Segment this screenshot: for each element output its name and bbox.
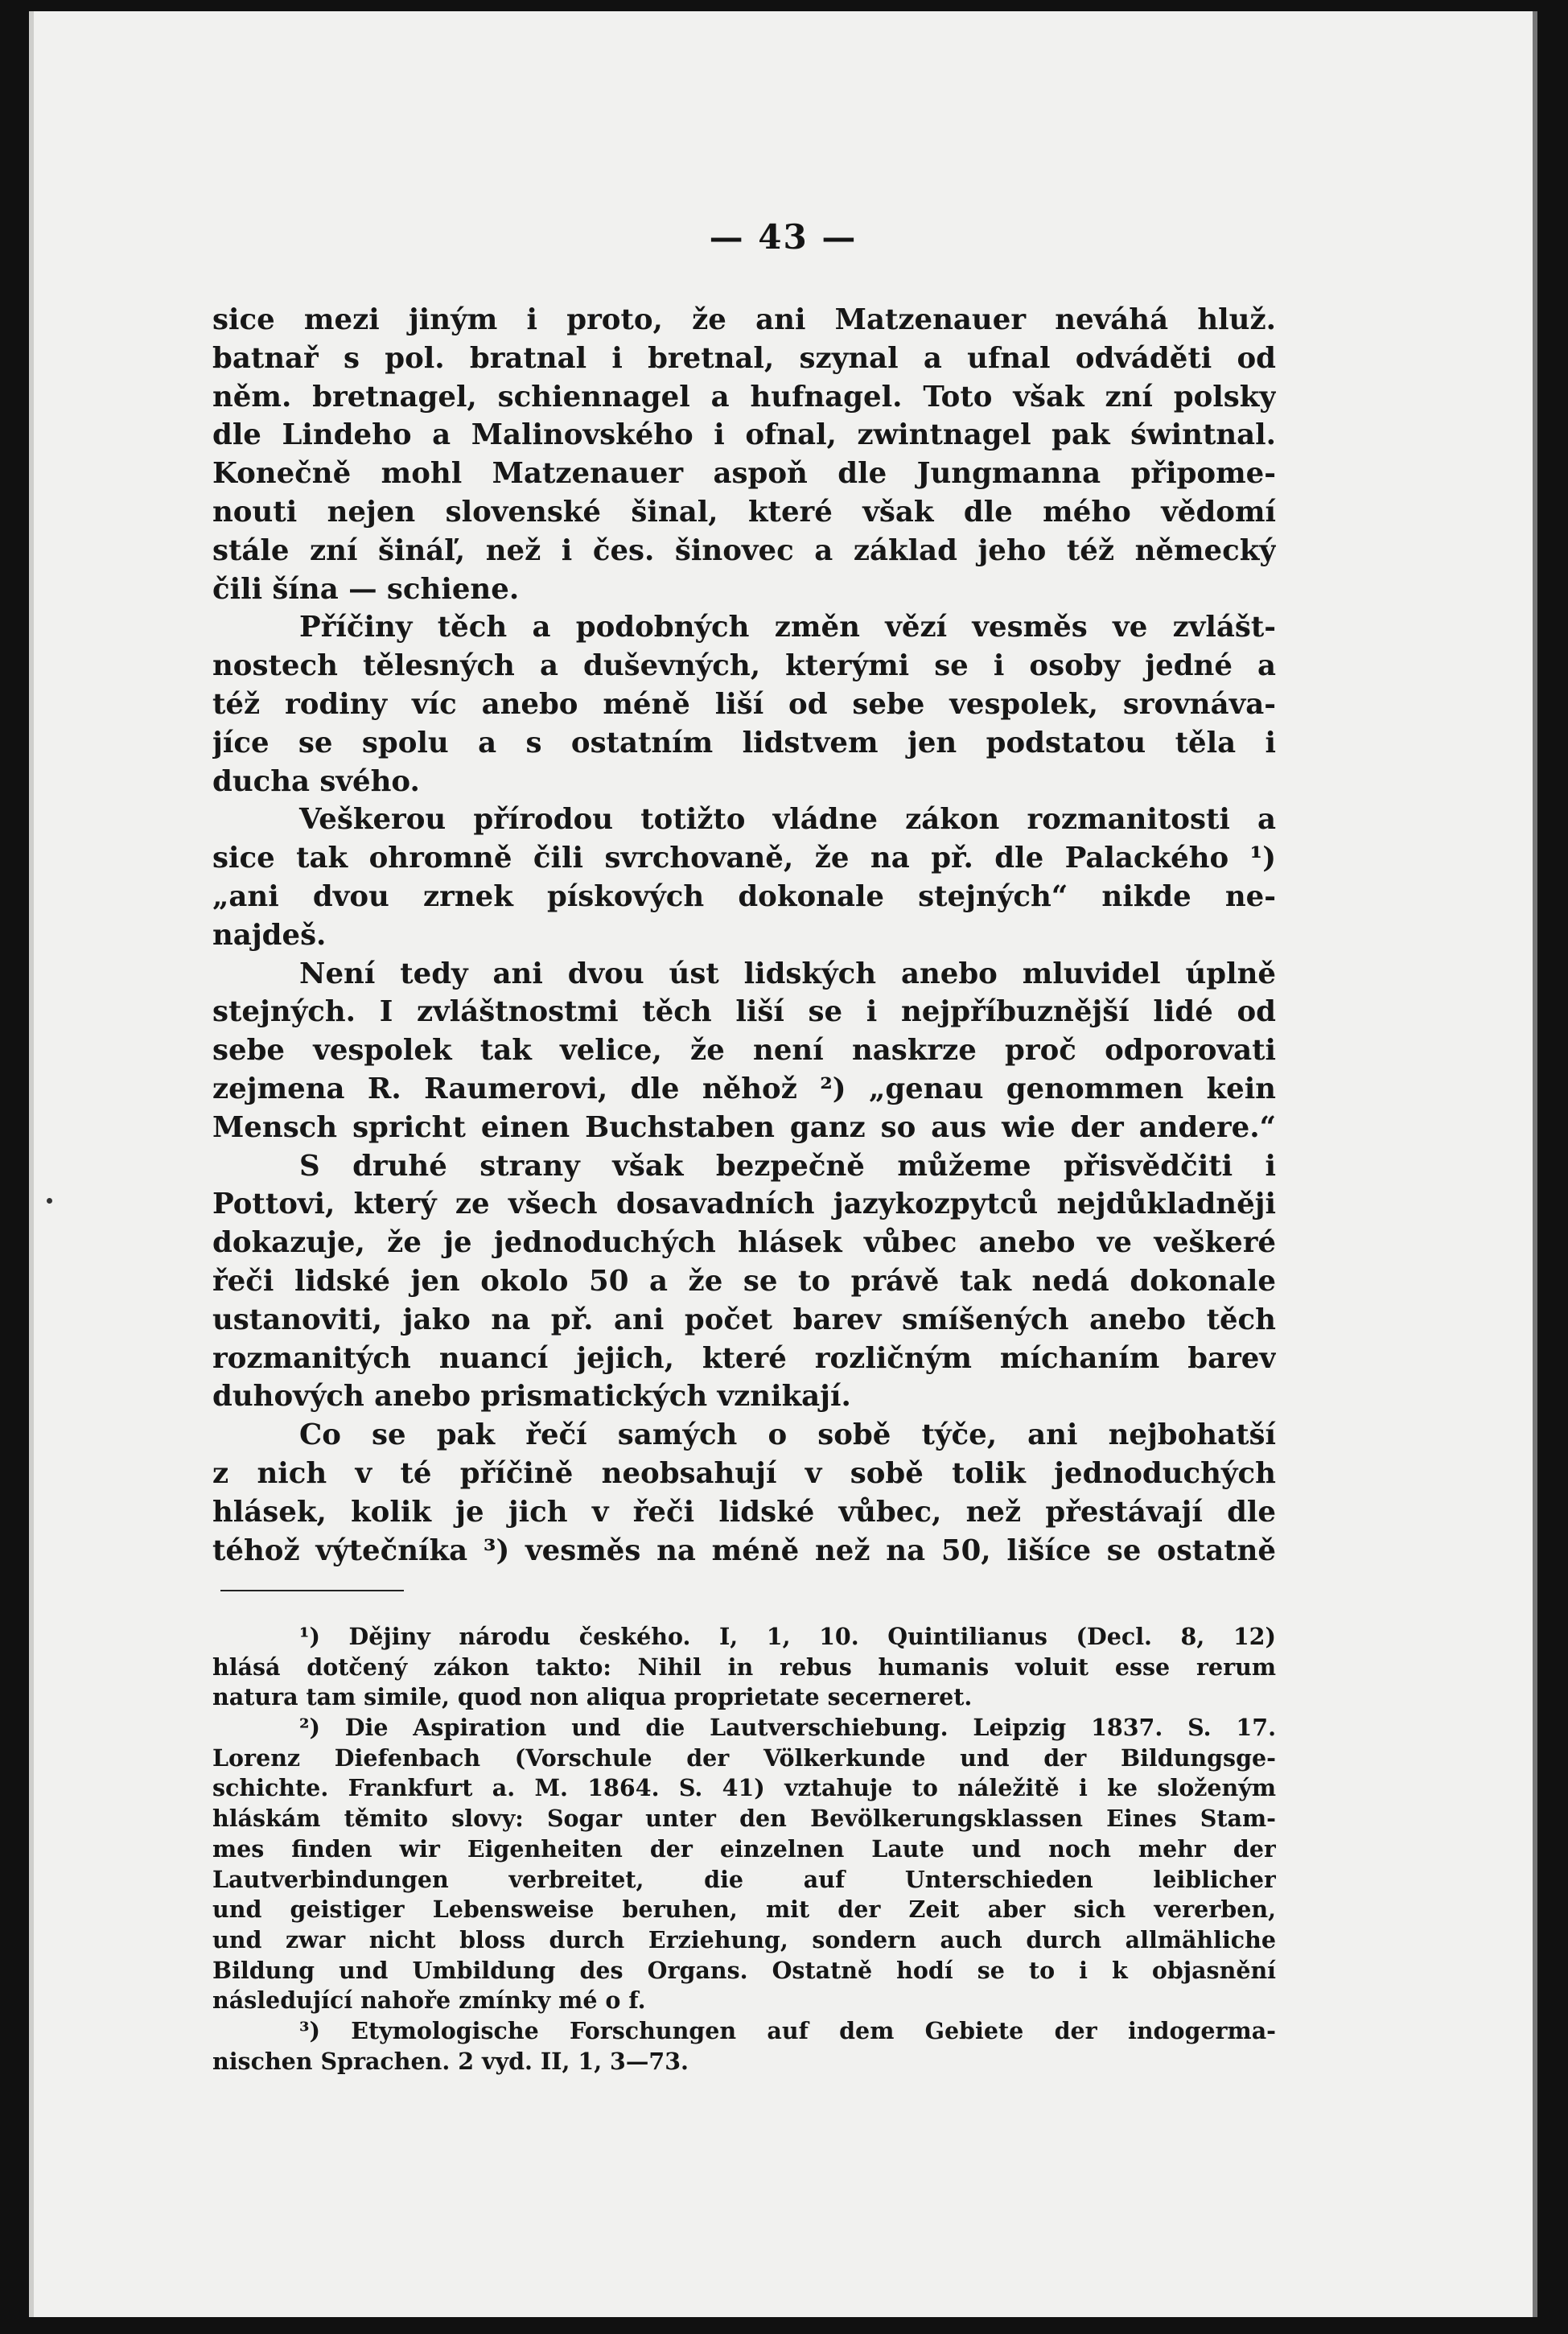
text-line: Není tedy ani dvou úst lidských anebo mluvidel úplně xyxy=(299,957,1276,990)
text-line: sice mezi jiným i proto, že ani Matzenauer neváhá hluž. xyxy=(212,303,1276,336)
text-line: též rodiny víc anebo méně liší od sebe vespolek, srovnáva- xyxy=(212,687,1276,721)
text-line: S druhé strany však bezpečně můžeme přisvědčiti i xyxy=(299,1149,1276,1183)
footnote-line: und geistiger Lebensweise beruhen, mit der Zeit aber sich vererben, xyxy=(212,1896,1276,1924)
text-line: Mensch spricht einen Buchstaben ganz so aus wie der andere.“ xyxy=(212,1110,1276,1144)
body-text xyxy=(212,301,1276,1570)
text-line: zejmena R. Raumerovi, dle něhož ²) „genau genommen kein xyxy=(212,1072,1276,1105)
footnote-line: ³) Etymologische Forschungen auf dem Gebiete der indogerma- xyxy=(299,2016,1276,2044)
text-line: duhových anebo prismatických vznikají. xyxy=(212,1380,851,1414)
text-line: čili šína — schiene. xyxy=(212,572,520,606)
footnote-line: natura tam simile, quod non aliqua proprietate secerneret. xyxy=(212,1683,973,1711)
footnotes xyxy=(212,1622,1276,2077)
text-line: Co se pak řečí samých o sobě týče, ani nejbohatší xyxy=(299,1418,1276,1452)
text-line: stále zní šináľ, než i čes. šinovec a základ jeho též německý xyxy=(212,533,1276,567)
text-line: téhož výtečníka ³) vesměs na méně než na 50, lišíce se ostatně xyxy=(212,1533,1276,1567)
text-line: batnař s pol. bratnal i bretnal, szynal a ufnal odváděti od xyxy=(212,341,1276,375)
footnote-line: ²) Die Aspiration und die Lautverschiebung. Leipzig 1837. S. 17. xyxy=(299,1714,1276,1742)
text-line: Příčiny těch a podobných změn vězí vesměs ve zvlášt- xyxy=(299,611,1276,644)
footnote-line: hlásá dotčený zákon takto: Nihil in rebus humanis voluit esse rerum xyxy=(212,1653,1276,1681)
footnote-line: und zwar nicht bloss durch Erziehung, sondern auch durch allmähliche xyxy=(212,1925,1276,1953)
text-line: hlásek, kolik je jich v řeči lidské vůbec, než přestávají dle xyxy=(212,1495,1276,1529)
text-line: Pottovi, který ze všech dosavadních jazykozpytců nejdůkladněji xyxy=(212,1188,1276,1221)
footnote-line: ¹) Dějiny národu českého. I, 1, 10. Quintilianus (Decl. 8, 12) xyxy=(299,1623,1276,1650)
page-edge-left xyxy=(29,11,34,2317)
text-line: Konečně mohl Matzenauer aspoň dle Jungmanna připome- xyxy=(212,457,1276,491)
text-line: stejných. I zvláštnostmi těch liší se i nejpříbuznější lidé od xyxy=(212,995,1276,1029)
text-line: najdeš. xyxy=(212,918,327,952)
book-page xyxy=(29,11,1537,2317)
text-line: sebe vespolek tak velice, že není naskrze proč odporovati xyxy=(212,1034,1276,1068)
text-line: „ani dvou zrnek pískových dokonale stejných“ nikde ne- xyxy=(212,879,1276,913)
text-line: nostech tělesných a duševných, kterými se i osoby jedné a xyxy=(212,649,1276,683)
text-line: dokazuje, že je jednoduchých hlásek vůbec anebo ve veškeré xyxy=(212,1226,1276,1260)
footnote-line: Bildung und Umbildung des Organs. Ostatně hodí se to i k objasnění xyxy=(212,1956,1276,1984)
footnote-line: hláskám těmito slovy: Sogar unter den Bevölkerungsklassen Eines Stam- xyxy=(212,1805,1276,1833)
text-line: ustanoviti, jako na př. ani počet barev smíšených anebo těch xyxy=(212,1303,1276,1336)
text-line: jíce se spolu a s ostatním lidstvem jen podstatou těla i xyxy=(212,726,1276,759)
text-line: Veškerou přírodou totižto vládne zákon rozmanitosti a xyxy=(299,803,1276,837)
text-line: rozmanitých nuancí jejich, které rozličným míchaním barev xyxy=(212,1341,1276,1375)
footnote-line: nischen Sprachen. 2 vyd. II, 1, 3—73. xyxy=(212,2047,689,2075)
margin-mark xyxy=(47,1198,52,1204)
footnote-line: schichte. Frankfurt a. M. 1864. S. 41) vztahuje to náležitě i ke složeným xyxy=(212,1774,1276,1802)
text-line: z nich v té příčině neobsahují v sobě tolik jednoduchých xyxy=(212,1456,1276,1490)
text-line: něm. bretnagel, schiennagel a hufnagel. Toto však zní polsky xyxy=(212,380,1276,414)
text-line: ducha svého. xyxy=(212,764,420,798)
page-number: — 43 — xyxy=(709,217,858,257)
text-line: nouti nejen slovenské šinal, které však dle mého vědomí xyxy=(212,495,1276,529)
text-line: sice tak ohromně čili svrchovaně, že na př. dle Palackého ¹) xyxy=(212,842,1276,875)
text-line: dle Lindeho a Malinovského i ofnal, zwintnagel pak świntnal. xyxy=(212,418,1276,452)
footnote-line: Lorenz Diefenbach (Vorschule der Völkerkunde und der Bildungsge- xyxy=(212,1743,1276,1772)
footnote-line: mes finden wir Eigenheiten der einzelnen Laute und noch mehr der xyxy=(212,1834,1276,1863)
footnote-line: následující nahoře zmínky mé o f. xyxy=(212,1986,646,2015)
footnote-separator xyxy=(220,1590,404,1591)
page-edge-right xyxy=(1533,11,1537,2317)
text-line: řeči lidské jen okolo 50 a že se to právě tak nedá dokonale xyxy=(212,1264,1276,1298)
footnote-line: Lautverbindungen verbreitet, die auf Unterschieden leiblicher xyxy=(212,1865,1276,1893)
